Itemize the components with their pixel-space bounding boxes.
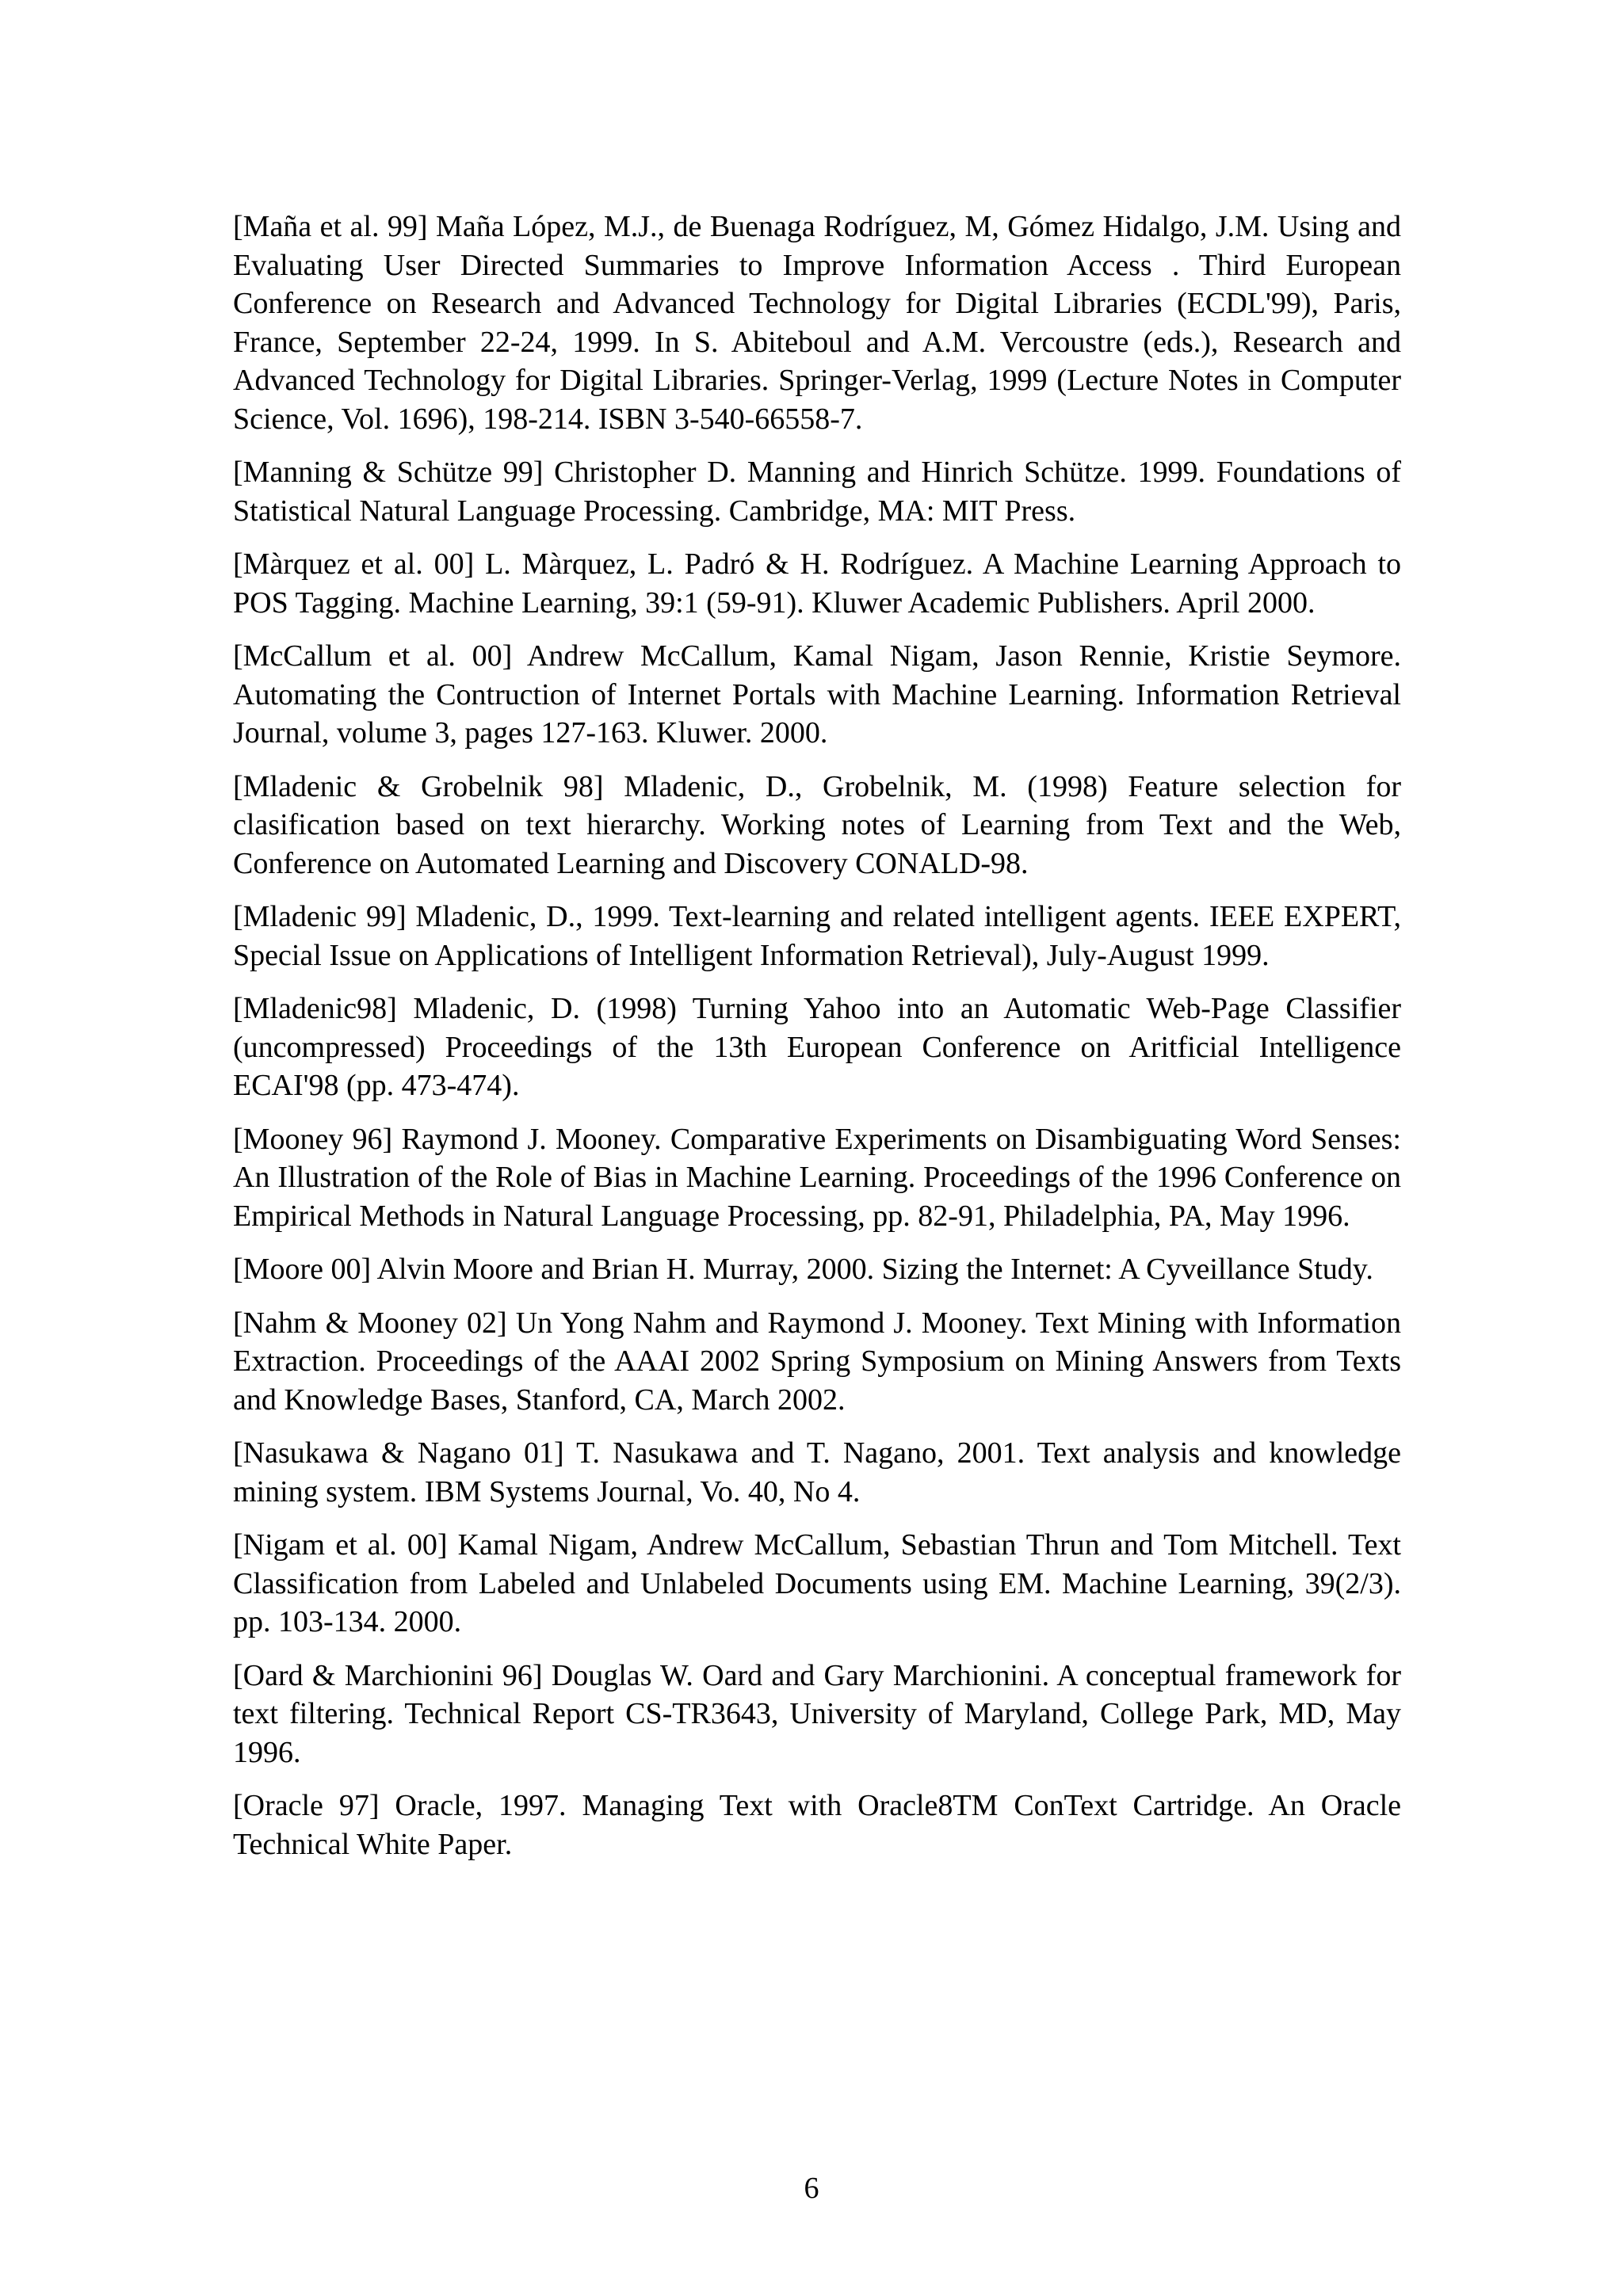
reference-entry: [Mladenic 99] Mladenic, D., 1999. Text-learning and related intelligent agents. IEEE EXPERT, Special Issue on Applications of Intelligent Information Retrieval), July-August 1999. bbox=[233, 900, 1401, 972]
reference-list bbox=[233, 208, 1401, 1878]
reference-entry: [McCallum et al. 00] Andrew McCallum, Kamal Nigam, Jason Rennie, Kristie Seymore. Automating the Contruction of Internet Portals with Machine Learning. Information Retrieval Journal, volume 3, pages 127-163. Kluwer. 2000. bbox=[233, 639, 1401, 749]
reference-entry: [Nigam et al. 00] Kamal Nigam, Andrew McCallum, Sebastian Thrun and Tom Mitchell. Text Classification from Labeled and Unlabeled Documents using EM. Machine Learning, 39(2/3). pp. 103-134. 2000. bbox=[233, 1528, 1401, 1638]
reference-entry: [Nahm & Mooney 02] Un Yong Nahm and Raymond J. Mooney. Text Mining with Information Extraction. Proceedings of the AAAI 2002 Spring Symposium on Mining Answers from Texts and Knowledge Bases, Stanford, CA, March 2002. bbox=[233, 1306, 1401, 1417]
reference-entry: [Mladenic98] Mladenic, D. (1998) Turning Yahoo into an Automatic Web-Page Classifier (uncompressed) Proceedings of the 13th European Conference on Aritficial Intelligence ECAI'98 (pp. 473-474). bbox=[233, 992, 1401, 1102]
reference-entry: [Manning & Schütze 99] Christopher D. Manning and Hinrich Schütze. 1999. Foundations of Statistical Natural Language Processing. Cambridge, MA: MIT Press. bbox=[233, 456, 1401, 528]
reference-entry: [Oard & Marchionini 96] Douglas W. Oard and Gary Marchionini. A conceptual framework for text filtering. Technical Report CS-TR3643, University of Maryland, College Park, MD, May 1996. bbox=[233, 1658, 1401, 1769]
reference-entry: [Mooney 96] Raymond J. Mooney. Comparative Experiments on Disambiguating Word Senses: An Illustration of the Role of Bias in Machine Learning. Proceedings of the 1996 Conference on Empirical Methods in Natural Language Processing, pp. 82-91, Philadelphia, PA, May 1996. bbox=[233, 1122, 1401, 1233]
reference-entry: [Maña et al. 99] Maña López, M.J., de Buenaga Rodríguez, M, Gómez Hidalgo, J.M. Using and Evaluating User Directed Summaries to Improve Information Access . Third European Conference on Research and Advanced Technology for Digital Libraries (ECDL'99), Paris, France, September 22-24, 1999. In S. Abiteboul and A.M. Vercoustre (eds.), Research and Advanced Technology for Digital Libraries. Springer-Verlag, 1999 (Lecture Notes in Computer Science, Vol. 1696), 198-214. ISBN 3-540-66558-7. bbox=[233, 210, 1401, 436]
reference-entry: [Moore 00] Alvin Moore and Brian H. Murray, 2000. Sizing the Internet: A Cyveillance Study. bbox=[233, 1253, 1373, 1286]
reference-entry: [Oracle 97] Oracle, 1997. Managing Text with Oracle8TM ConText Cartridge. An Oracle Technical White Paper. bbox=[233, 1789, 1401, 1861]
page-number: 6 bbox=[804, 2172, 819, 2205]
reference-entry: [Màrquez et al. 00] L. Màrquez, L. Padró & H. Rodríguez. A Machine Learning Approach to POS Tagging. Machine Learning, 39:1 (59-91). Kluwer Academic Publishers. April 2000. bbox=[233, 547, 1401, 620]
reference-entry: [Mladenic & Grobelnik 98] Mladenic, D., Grobelnik, M. (1998) Feature selection for clasification based on text hierarchy. Working notes of Learning from Text and the Web, Conference on Automated Learning and Discovery CONALD-98. bbox=[233, 769, 1401, 880]
reference-entry: [Nasukawa & Nagano 01] T. Nasukawa and T. Nagano, 2001. Text analysis and knowledge mining system. IBM Systems Journal, Vo. 40, No 4. bbox=[233, 1436, 1401, 1508]
